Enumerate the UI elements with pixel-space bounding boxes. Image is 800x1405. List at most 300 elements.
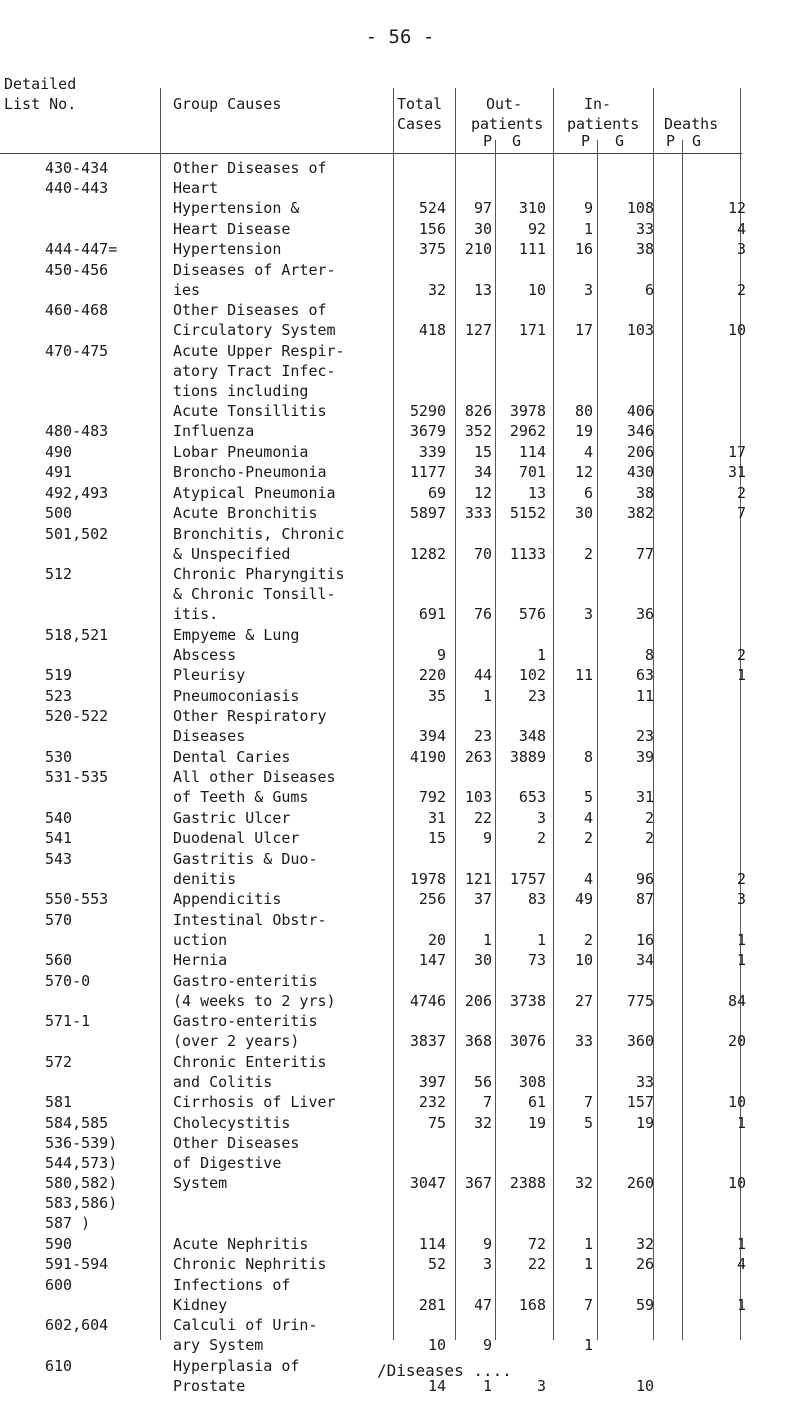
in-patients-g-cell: 16 (635, 930, 654, 949)
in-patients-p-cell: 1 (583, 1255, 593, 1273)
list-number-cell: 444-447= (45, 240, 118, 258)
in-patients-p-cell: 1 (583, 1336, 593, 1354)
table-row (0, 442, 800, 462)
list-number-cell: 587 ) (45, 1214, 91, 1232)
in-patients-g-cell: 33 (635, 1072, 654, 1091)
table-row (0, 849, 800, 889)
list-number-cell: 543 (45, 849, 73, 868)
cause-cell: ary System (173, 1336, 264, 1354)
in-patients-p-cell: 8 (583, 747, 593, 766)
cause-cell: Acute Upper Respir- (173, 341, 345, 360)
out-patients-g-cell: 102 (518, 666, 546, 684)
list-number-cell: 591-594 (45, 1255, 109, 1273)
out-patients-p-cell: 32 (473, 1113, 492, 1132)
deaths-g-cell: 1 (736, 1113, 746, 1132)
deaths-g-cell: 2 (736, 645, 746, 664)
total-cases-cell: 281 (418, 1295, 446, 1314)
table-row (0, 483, 800, 503)
total-cases-cell: 5290 (409, 401, 446, 420)
table-row (0, 300, 800, 340)
table-row (0, 1234, 800, 1254)
cause-cell: Lobar Pneumonia (173, 442, 309, 461)
cause-cell: denitis (173, 869, 237, 888)
out-patients-g-cell: 3738 (509, 991, 546, 1010)
list-number-cell: 584,585 (45, 1113, 109, 1132)
in-patients-g-cell: 360 (626, 1032, 654, 1050)
in-patients-p-cell: 10 (574, 951, 593, 969)
total-cases-cell: 397 (418, 1072, 446, 1091)
cause-cell: Gastro-enteritis (173, 971, 318, 990)
out-patients-p-cell: 333 (464, 504, 492, 522)
cause-cell: itis. (173, 605, 219, 623)
total-cases-cell: 418 (418, 321, 446, 339)
out-patients-p-cell: 47 (473, 1295, 492, 1314)
out-patients-p-cell: 22 (473, 808, 492, 827)
header-out-line2: patients (471, 115, 544, 133)
cause-cell: & Chronic Tonsill- (173, 585, 336, 603)
in-patients-p-cell: 1 (583, 1234, 593, 1253)
total-cases-cell: 114 (418, 1234, 446, 1253)
cause-cell: Hypertension (173, 240, 282, 258)
out-patients-p-cell: 826 (464, 401, 492, 420)
cause-cell: Heart Disease (173, 219, 291, 238)
out-patients-p-cell: 30 (473, 219, 492, 238)
out-patients-p-cell: 7 (482, 1093, 492, 1111)
cause-cell: Infections of (173, 1275, 291, 1294)
table-row (0, 503, 800, 523)
list-number-cell: 572 (45, 1052, 73, 1071)
out-patients-p-cell: 12 (473, 483, 492, 502)
header-out-line1: Out- (486, 95, 523, 113)
total-cases-cell: 147 (418, 951, 446, 969)
total-cases-cell: 10 (427, 1336, 446, 1354)
out-patients-p-cell: 70 (473, 544, 492, 563)
list-number-cell: 500 (45, 504, 73, 522)
table-row (0, 828, 800, 848)
in-patients-p-cell: 80 (574, 401, 593, 420)
out-patients-p-cell: 23 (473, 727, 492, 745)
list-number-cell: 571-1 (45, 1012, 91, 1030)
table-row (0, 1133, 800, 1233)
total-cases-cell: 20 (427, 930, 446, 949)
deaths-g-cell: 1 (736, 666, 746, 684)
out-patients-p-cell: 121 (464, 869, 492, 888)
out-patients-p-cell: 13 (473, 280, 492, 299)
in-patients-g-cell: 157 (626, 1093, 654, 1111)
in-patients-g-cell: 19 (635, 1113, 654, 1132)
out-patients-g-cell: 22 (527, 1255, 546, 1273)
cause-cell: ies (173, 280, 201, 299)
cause-cell: Appendicitis (173, 890, 282, 908)
out-patients-p-cell: 9 (482, 1336, 492, 1354)
cause-cell: Acute Bronchitis (173, 504, 318, 522)
out-patients-p-cell: 56 (473, 1072, 492, 1091)
cause-cell: Other Diseases of (173, 301, 327, 319)
cause-cell: Broncho-Pneumonia (173, 463, 327, 481)
in-patients-g-cell: 77 (635, 544, 654, 563)
deaths-g-cell: 3 (736, 240, 746, 258)
list-number-cell: 492,493 (45, 483, 109, 502)
out-patients-p-cell: 97 (473, 199, 492, 217)
table-row (0, 341, 800, 421)
cause-cell: Hypertension & (173, 199, 300, 217)
deaths-g-cell: 1 (736, 951, 746, 969)
out-patients-g-cell: 3889 (509, 747, 546, 766)
list-number-cell: 491 (45, 463, 73, 481)
deaths-g-cell: 3 (736, 890, 746, 908)
out-patients-p-cell: 9 (482, 1234, 492, 1253)
table-row (0, 1315, 800, 1355)
total-cases-cell: 339 (418, 442, 446, 461)
in-patients-g-cell: 59 (635, 1295, 654, 1314)
list-number-cell: 531-535 (45, 768, 109, 786)
total-cases-cell: 15 (427, 829, 446, 847)
out-patients-g-cell: 19 (527, 1113, 546, 1132)
cause-cell: (4 weeks to 2 yrs) (173, 991, 336, 1010)
out-patients-p-cell: 1 (482, 686, 492, 705)
table-row (0, 1092, 800, 1112)
cause-cell: Gastro-enteritis (173, 1012, 318, 1030)
total-cases-cell: 75 (427, 1113, 446, 1132)
cause-cell: Calculi of Urin- (173, 1316, 318, 1334)
in-patients-p-cell: 7 (583, 1093, 593, 1111)
table-row (0, 462, 800, 482)
out-patients-g-cell: 1 (536, 930, 546, 949)
table-row (0, 1052, 800, 1092)
total-cases-cell: 4746 (409, 991, 446, 1010)
table-row (0, 260, 800, 300)
list-number-cell: 450-456 (45, 260, 109, 279)
total-cases-cell: 5897 (409, 504, 446, 522)
out-patients-p-cell: 103 (464, 788, 492, 806)
in-patients-p-cell: 5 (583, 1113, 593, 1132)
deaths-g-cell: 1 (736, 1234, 746, 1253)
cause-cell: Heart (173, 179, 219, 197)
deaths-g-cell: 4 (736, 219, 746, 238)
list-number-cell: 430-434 (45, 159, 109, 177)
out-patients-p-cell: 1 (482, 930, 492, 949)
total-cases-cell: 32 (427, 280, 446, 299)
cause-cell: (over 2 years) (173, 1032, 300, 1050)
list-number-cell: 602,604 (45, 1316, 109, 1334)
in-patients-g-cell: 260 (626, 1174, 654, 1192)
total-cases-cell: 375 (418, 240, 446, 258)
out-patients-g-cell: 114 (518, 442, 546, 461)
in-patients-g-cell: 26 (635, 1255, 654, 1273)
deaths-g-cell: 1 (736, 930, 746, 949)
in-patients-g-cell: 34 (635, 951, 654, 969)
out-patients-g-cell: 2962 (509, 422, 546, 440)
list-number-cell: 512 (45, 565, 73, 583)
out-patients-g-cell: 61 (527, 1093, 546, 1111)
total-cases-cell: 3047 (409, 1174, 446, 1192)
list-number-cell: 523 (45, 686, 73, 705)
cause-cell: Atypical Pneumonia (173, 483, 336, 502)
total-cases-cell: 14 (427, 1376, 446, 1395)
list-number-cell: 501,502 (45, 524, 109, 543)
header-in-line2: patients (567, 115, 640, 133)
table-row (0, 747, 800, 767)
out-patients-p-cell: 76 (473, 605, 492, 623)
table-row (0, 971, 800, 1011)
out-patients-g-cell: 308 (518, 1072, 546, 1091)
in-patients-p-cell: 6 (583, 483, 593, 502)
in-patients-g-cell: 36 (635, 605, 654, 623)
cause-cell: Acute Tonsillitis (173, 401, 327, 420)
out-patients-p-cell: 15 (473, 442, 492, 461)
deaths-g-cell: 1 (736, 1295, 746, 1314)
out-patients-p-cell: 9 (482, 829, 492, 847)
table-row (0, 1011, 800, 1051)
list-number-cell: 480-483 (45, 422, 109, 440)
in-patients-g-cell: 406 (626, 401, 654, 420)
out-patients-g-cell: 171 (518, 321, 546, 339)
in-patients-g-cell: 108 (626, 199, 654, 217)
out-patients-p-cell: 3 (482, 1255, 492, 1273)
cause-cell: All other Diseases (173, 768, 336, 786)
in-patients-p-cell: 32 (574, 1174, 593, 1192)
cause-cell: Diseases of Arter- (173, 260, 336, 279)
list-number-cell: 583,586) (45, 1194, 118, 1212)
total-cases-cell: 156 (418, 219, 446, 238)
in-patients-p-cell: 33 (574, 1032, 593, 1050)
in-patients-g-cell: 33 (635, 219, 654, 238)
deaths-g-cell: 10 (727, 1174, 746, 1192)
in-patients-g-cell: 11 (635, 686, 654, 705)
list-number-cell: 580,582) (45, 1174, 118, 1192)
table-row (0, 889, 800, 909)
header-in-p: P (581, 132, 591, 150)
out-patients-g-cell: 1757 (509, 869, 546, 888)
in-patients-g-cell: 6 (644, 280, 654, 299)
out-patients-p-cell: 1 (482, 1376, 492, 1395)
deaths-g-cell: 7 (736, 504, 746, 522)
continuation-note: /Diseases .... (377, 1361, 512, 1380)
table-row (0, 421, 800, 441)
header-in-g: G (615, 132, 625, 150)
out-patients-g-cell: 73 (527, 951, 546, 969)
in-patients-g-cell: 8 (644, 645, 654, 664)
in-patients-p-cell: 30 (574, 504, 593, 522)
in-patients-p-cell: 49 (574, 890, 593, 908)
out-patients-g-cell: 1133 (509, 544, 546, 563)
out-patients-p-cell: 44 (473, 666, 492, 684)
out-patients-g-cell: 5152 (509, 504, 546, 522)
table-row (0, 706, 800, 746)
total-cases-cell: 524 (418, 199, 446, 217)
out-patients-g-cell: 1 (536, 645, 546, 664)
table-row (0, 239, 800, 259)
cause-cell: Acute Nephritis (173, 1234, 309, 1253)
in-patients-g-cell: 38 (635, 240, 654, 258)
in-patients-g-cell: 23 (635, 727, 654, 745)
total-cases-cell: 232 (418, 1093, 446, 1111)
out-patients-g-cell: 10 (527, 280, 546, 299)
in-patients-g-cell: 63 (635, 666, 654, 684)
deaths-g-cell: 2 (736, 869, 746, 888)
list-number-cell: 520-522 (45, 707, 109, 725)
out-patients-p-cell: 37 (473, 890, 492, 908)
cause-cell: Duodenal Ulcer (173, 829, 300, 847)
total-cases-cell: 691 (418, 605, 446, 623)
in-patients-p-cell: 3 (583, 280, 593, 299)
in-patients-p-cell: 3 (583, 605, 593, 623)
list-number-cell: 519 (45, 666, 73, 684)
out-patients-g-cell: 168 (518, 1295, 546, 1314)
total-cases-cell: 31 (427, 808, 446, 827)
out-patients-g-cell: 3978 (509, 401, 546, 420)
header-in-line1: In- (584, 95, 612, 113)
in-patients-p-cell: 2 (583, 544, 593, 563)
deaths-g-cell: 2 (736, 280, 746, 299)
list-number-cell: 610 (45, 1356, 73, 1375)
out-patients-p-cell: 352 (464, 422, 492, 440)
total-cases-cell: 1177 (409, 463, 446, 481)
cause-cell: Abscess (173, 645, 237, 664)
list-number-cell: 490 (45, 442, 73, 461)
in-patients-p-cell: 5 (583, 788, 593, 806)
total-cases-cell: 394 (418, 727, 446, 745)
in-patients-g-cell: 2 (644, 829, 654, 847)
list-number-cell: 540 (45, 808, 73, 827)
deaths-g-cell: 10 (727, 1093, 746, 1111)
cause-cell: atory Tract Infec- (173, 361, 336, 380)
header-out-g: G (512, 132, 522, 150)
table-row (0, 1113, 800, 1133)
cause-cell: Pneumoconiasis (173, 686, 300, 705)
total-cases-cell: 1978 (409, 869, 446, 888)
in-patients-g-cell: 96 (635, 869, 654, 888)
in-patients-g-cell: 32 (635, 1234, 654, 1253)
in-patients-g-cell: 2 (644, 808, 654, 827)
header-deaths: Deaths (664, 115, 719, 133)
cause-cell: Dental Caries (173, 747, 291, 766)
cause-cell: Other Diseases (173, 1134, 300, 1152)
cause-cell: Bronchitis, Chronic (173, 524, 345, 543)
cause-cell: & Unspecified (173, 544, 291, 563)
out-patients-g-cell: 310 (518, 199, 546, 217)
in-patients-p-cell: 12 (574, 463, 593, 481)
cause-cell: Cholecystitis (173, 1113, 291, 1132)
table-row (0, 665, 800, 685)
out-patients-p-cell: 34 (473, 463, 492, 481)
page-number: - 56 - (365, 26, 435, 48)
cause-cell: Diseases (173, 727, 246, 745)
list-number-cell: 530 (45, 747, 73, 766)
out-patients-g-cell: 83 (527, 890, 546, 908)
list-number-cell: 518,521 (45, 625, 109, 644)
total-cases-cell: 3837 (409, 1032, 446, 1050)
in-patients-p-cell: 16 (574, 240, 593, 258)
cause-cell: Circulatory System (173, 321, 336, 339)
out-patients-p-cell: 263 (464, 747, 492, 766)
in-patients-p-cell: 17 (574, 321, 593, 339)
in-patients-p-cell: 9 (583, 199, 593, 217)
in-patients-g-cell: 206 (626, 442, 654, 461)
list-number-cell: 581 (45, 1093, 73, 1111)
out-patients-g-cell: 2388 (509, 1174, 546, 1192)
in-patients-g-cell: 39 (635, 747, 654, 766)
cause-cell: Empyeme & Lung (173, 625, 300, 644)
list-number-cell: 600 (45, 1275, 73, 1294)
total-cases-cell: 3679 (409, 422, 446, 440)
in-patients-g-cell: 87 (635, 890, 654, 908)
table-row (0, 808, 800, 828)
header-total-line1: Total (397, 95, 443, 113)
list-number-cell: 541 (45, 829, 73, 847)
out-patients-g-cell: 701 (518, 463, 546, 481)
cause-cell: System (173, 1174, 228, 1192)
header-list-no-line2: List No. (4, 95, 77, 113)
cause-cell: Chronic Pharyngitis (173, 565, 345, 583)
out-patients-p-cell: 367 (464, 1174, 492, 1192)
table-row (0, 767, 800, 807)
out-patients-g-cell: 72 (527, 1234, 546, 1253)
cause-cell: Chronic Nephritis (173, 1255, 327, 1273)
header-deaths-p: P (666, 132, 676, 150)
total-cases-cell: 69 (427, 483, 446, 502)
cause-cell: Cirrhosis of Liver (173, 1093, 336, 1111)
total-cases-cell: 52 (427, 1255, 446, 1273)
in-patients-p-cell: 2 (583, 829, 593, 847)
total-cases-cell: 1282 (409, 544, 446, 563)
cause-cell: Pleurisy (173, 666, 246, 684)
table-row (0, 524, 800, 564)
total-cases-cell: 4190 (409, 747, 446, 766)
table-row (0, 910, 800, 950)
total-cases-cell: 9 (436, 645, 446, 664)
header-out-p: P (483, 132, 493, 150)
deaths-g-cell: 12 (727, 199, 746, 217)
total-cases-cell: 256 (418, 890, 446, 908)
deaths-g-cell: 84 (727, 991, 746, 1010)
list-number-cell: 470-475 (45, 341, 109, 360)
deaths-g-cell: 4 (736, 1255, 746, 1273)
in-patients-g-cell: 346 (626, 422, 654, 440)
list-number-cell: 560 (45, 951, 73, 969)
deaths-g-cell: 2 (736, 483, 746, 502)
in-patients-g-cell: 775 (626, 991, 654, 1010)
deaths-g-cell: 10 (727, 321, 746, 339)
out-patients-g-cell: 348 (518, 727, 546, 745)
in-patients-p-cell: 4 (583, 869, 593, 888)
out-patients-g-cell: 3 (536, 1376, 546, 1395)
out-patients-g-cell: 111 (518, 240, 546, 258)
deaths-g-cell: 31 (727, 463, 746, 481)
cause-cell: Hernia (173, 951, 228, 969)
cause-cell: Gastritis & Duo- (173, 849, 318, 868)
cause-cell: Kidney (173, 1295, 228, 1314)
header-list-no-line1: Detailed (4, 75, 77, 93)
out-patients-p-cell: 30 (473, 951, 492, 969)
out-patients-g-cell: 2 (536, 829, 546, 847)
out-patients-p-cell: 206 (464, 991, 492, 1010)
out-patients-p-cell: 210 (464, 240, 492, 258)
table-row (0, 950, 800, 970)
out-patients-p-cell: 127 (464, 321, 492, 339)
cause-cell: Intestinal Obstr- (173, 910, 327, 929)
cause-cell: Hyperplasia of (173, 1356, 300, 1375)
cause-cell: of Teeth & Gums (173, 788, 309, 806)
cause-cell: Other Respiratory (173, 707, 327, 725)
in-patients-p-cell: 19 (574, 422, 593, 440)
out-patients-g-cell: 576 (518, 605, 546, 623)
cause-cell: and Colitis (173, 1072, 273, 1091)
in-patients-g-cell: 430 (626, 463, 654, 481)
total-cases-cell: 220 (418, 666, 446, 684)
out-patients-g-cell: 3076 (509, 1032, 546, 1050)
table-row (0, 1254, 800, 1274)
